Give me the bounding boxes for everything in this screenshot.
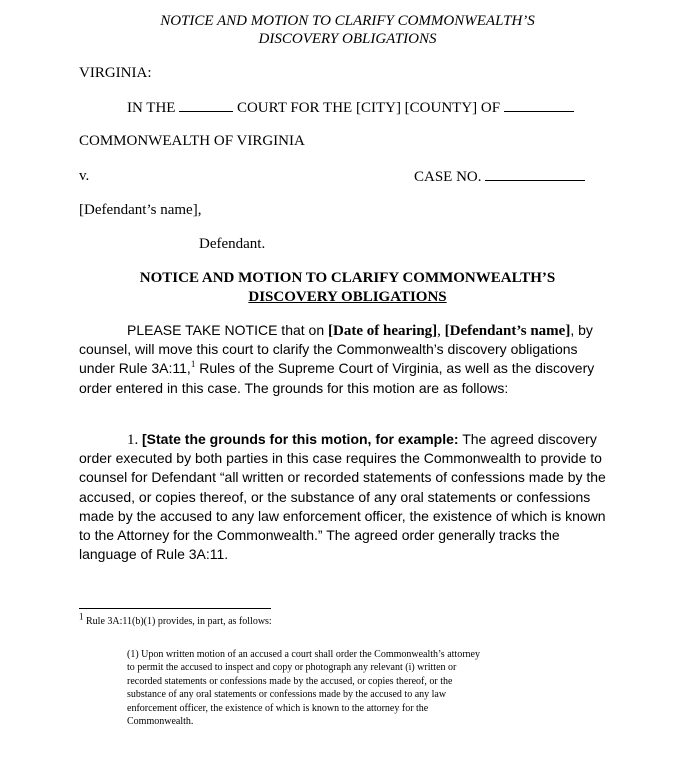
footnote-intro-text: Rule 3A:11(b)(1) provides, in part, as follows: bbox=[86, 616, 272, 627]
motion-title-line2 bbox=[0, 288, 695, 306]
motion-title-line2-text: DISCOVERY OBLIGATIONS bbox=[248, 289, 447, 305]
notice-text-1: PLEASE TAKE NOTICE that on bbox=[127, 322, 329, 338]
footnote-quote bbox=[127, 648, 480, 728]
state-label: VIRGINIA: bbox=[79, 65, 152, 81]
defendant-name: [Defendant’s name], bbox=[79, 202, 202, 218]
ground-paragraph bbox=[79, 430, 606, 564]
notice-text-4: Rules of the Supreme Court of Virginia, as well as the discovery order entered in this case. The grounds for this motion are as follows: bbox=[79, 360, 595, 396]
motion-title-line1: NOTICE AND MOTION TO CLARIFY COMMONWEALTH’S bbox=[139, 270, 556, 286]
court-line-prefix: IN THE bbox=[127, 100, 176, 116]
footnote-intro bbox=[79, 611, 272, 628]
case-no-label: CASE NO. bbox=[414, 169, 482, 185]
footnote-quote-line: substance of any oral statements or confessions made by the accused to any law bbox=[127, 689, 447, 701]
ground-text: The agreed discovery order executed by both parties in this case requires the Commonwealth to provide to counsel for Defendant “all written or recorded statements of confessions made by the accused, or copies thereof, or the substance of any oral statements or confessions made by the accused to any law enforcement officer, the existence of which is known to the Attorney for the Commonwealth.” The agreed order generally tracks the language of Rule 3A:11. bbox=[79, 431, 606, 563]
defendant-label: Defendant. bbox=[199, 236, 266, 252]
footnote-separator bbox=[79, 608, 271, 609]
footnote-marker: 1 bbox=[79, 611, 84, 622]
notice-text-2: , bbox=[437, 323, 445, 339]
notice-text-3: , by counsel, will move this court to clarify the Commonwealth’s discovery obligations under Rule 3A:11, bbox=[79, 322, 593, 377]
footnote-quote-line: to permit the accused to inspect and copy or photograph any relevant (i) written or bbox=[127, 662, 457, 674]
footnote-reference: 1 bbox=[190, 359, 196, 370]
ground-number: 1. bbox=[127, 432, 142, 448]
footnote-quote-line: enforcement officer, the existence of which is known to the attorney for the bbox=[127, 702, 429, 714]
hearing-date-placeholder: [Date of hearing] bbox=[328, 323, 438, 339]
case-number bbox=[414, 167, 585, 186]
ground-bold-lead: [State the grounds for this motion, for example: bbox=[142, 431, 459, 447]
versus-label: v. bbox=[79, 168, 90, 184]
plaintiff-name: COMMONWEALTH OF VIRGINIA bbox=[79, 133, 305, 149]
jurisdiction-blank bbox=[504, 98, 574, 112]
notice-paragraph bbox=[79, 321, 606, 398]
court-line bbox=[127, 98, 574, 117]
header-title-line1: NOTICE AND MOTION TO CLARIFY COMMONWEALTH’S bbox=[160, 13, 535, 29]
header-title-line2: DISCOVERY OBLIGATIONS bbox=[258, 31, 437, 47]
footnote-quote-line: Commonwealth. bbox=[127, 716, 194, 728]
court-name-blank bbox=[179, 98, 233, 112]
footnote-quote-line: (1) Upon written motion of an accused a court shall order the Commonwealth’s attorney bbox=[127, 649, 480, 660]
court-line-middle: COURT FOR THE [CITY] [COUNTY] OF bbox=[236, 100, 501, 116]
footnote-quote-line: recorded statements or confessions made by the accused, or copies thereof, or the bbox=[127, 675, 453, 687]
case-no-blank bbox=[485, 167, 585, 181]
defendant-name-placeholder: [Defendant’s name] bbox=[444, 323, 571, 339]
